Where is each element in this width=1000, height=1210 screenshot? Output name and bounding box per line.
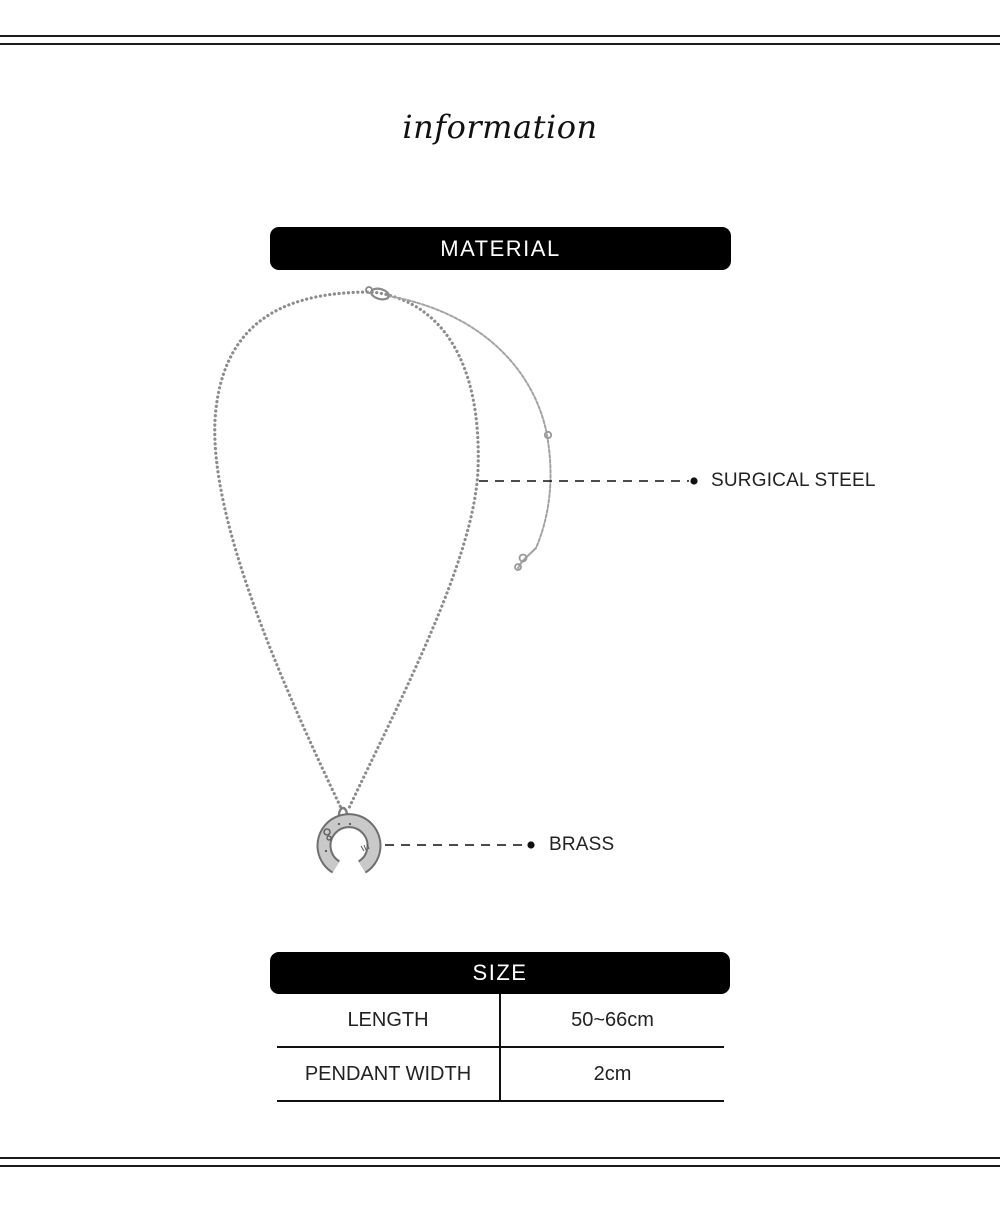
horseshoe-pendant: [324, 821, 374, 867]
size-value-length: 50~66cm: [500, 994, 724, 1047]
table-row: [277, 1047, 724, 1101]
size-table: [277, 994, 724, 1102]
ball-chain: [215, 292, 372, 810]
page-title: information: [402, 108, 598, 146]
table-row: [277, 994, 724, 1047]
callout-surgical-steel: SURGICAL STEEL: [711, 470, 876, 491]
extender-chain: [388, 296, 551, 548]
callout-brass: BRASS: [549, 834, 615, 855]
size-key-length: LENGTH: [277, 994, 500, 1047]
size-header: SIZE: [270, 952, 730, 994]
material-header: MATERIAL: [270, 227, 731, 270]
size-value-pendant-width: 2cm: [500, 1047, 724, 1101]
size-key-pendant-width: PENDANT WIDTH: [277, 1047, 500, 1101]
